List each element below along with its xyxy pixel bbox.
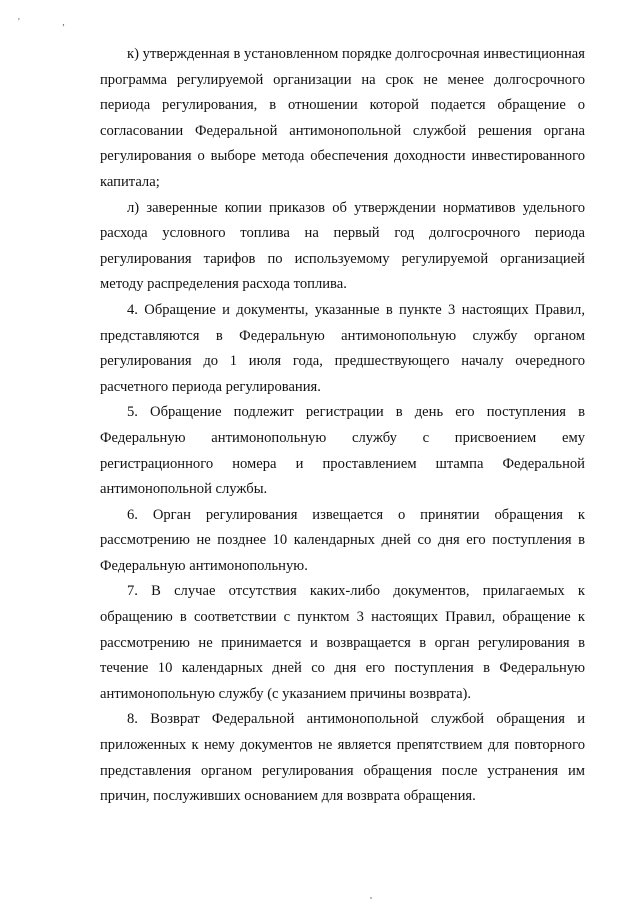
paragraph-4: 4. Обращение и документы, указанные в пункте 3 настоящих Правил, представляются в Федеральную антимонопольную службу органом регулирования до 1 июля года, предшествующего началу очередного расчетного периода регулирования. — [100, 301, 585, 395]
document-body — [100, 42, 585, 810]
paragraph-k: к) утвержденная в установленном порядке долгосрочная инвестиционная программа регулируемой организации на срок не менее долгосрочного периода регулирования, в отношении которой подается обращение о согласовании Федеральной антимонопольной службой решения органа регулирования о выборе метода обеспечения доходности инвестированного капитала; — [100, 46, 585, 190]
scan-specks: ' , — [18, 17, 85, 28]
paragraph-l: л) заверенные копии приказов об утверждении нормативов удельного расхода условного топлива на первый год долгосрочного периода регулирования тарифов по используемому регулируемой организацией методу распределения расхода топлива. — [100, 199, 585, 293]
scan-dot — [370, 897, 372, 899]
paragraph-7: 7. В случае отсутствия каких-либо документов, прилагаемых к обращению в соответствии с пунктом 3 настоящих Правил, обращение к рассмотрению не принимается и возвращается в орган регулирования в течение 10 календарных дней со дня его поступления в Федеральную антимонопольную службу (с указанием причины возврата). — [100, 583, 585, 702]
paragraph-6: 6. Орган регулирования извещается о принятии обращения к рассмотрению не позднее 10 календарных дней со дня его поступления в Федеральную антимонопольную. — [100, 506, 585, 574]
paragraph-8: 8. Возврат Федеральной антимонопольной службой обращения и приложенных к нему документов не является препятствием для повторного представления органом регулирования обращения после устранения им причин, послуживших основанием для возврата обращения. — [100, 711, 585, 805]
paragraph-5: 5. Обращение подлежит регистрации в день его поступления в Федеральную антимонопольную службу с присвоением ему регистрационного номера и проставлением штампа Федеральной антимонопольной службы. — [100, 404, 585, 498]
